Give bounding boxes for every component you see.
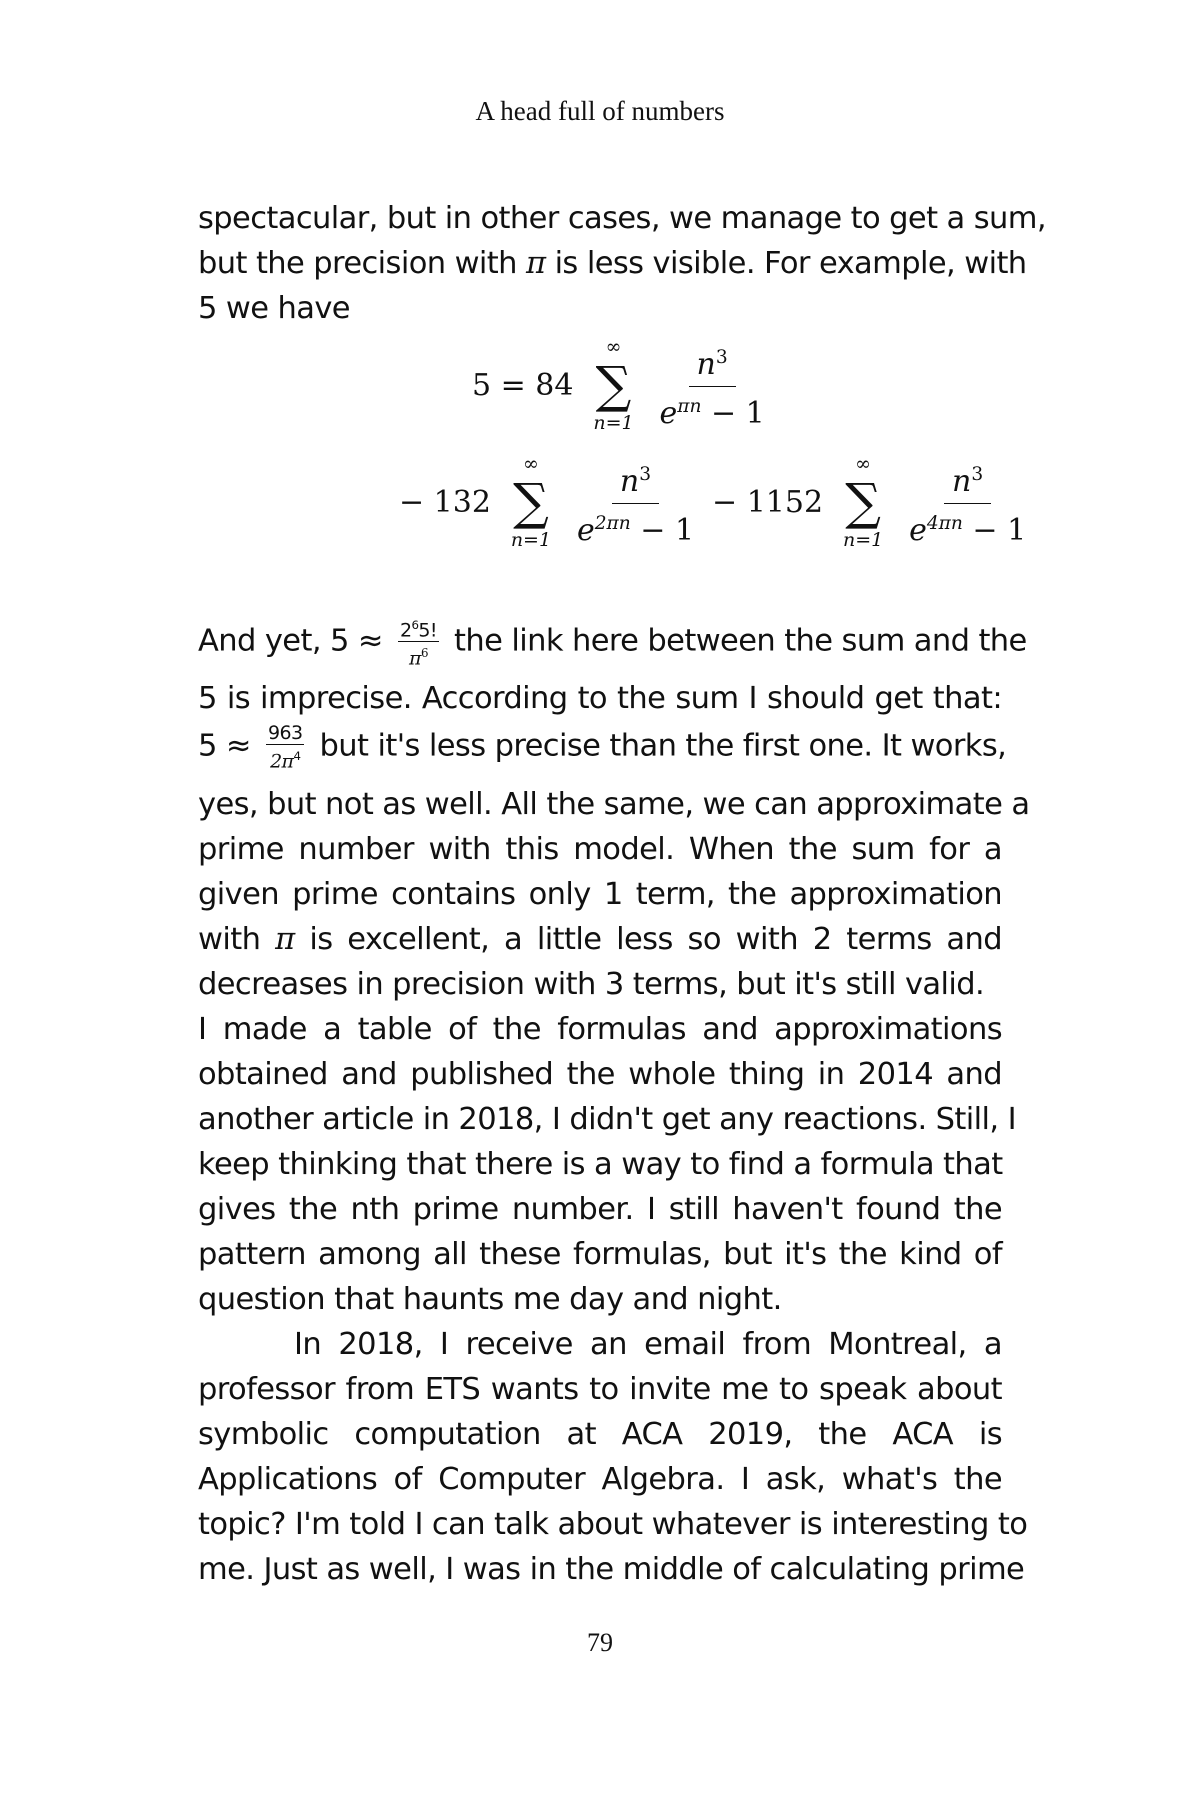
text-line: I made a table of the formulas and approximations: [198, 1012, 1002, 1047]
fraction-numerator: $n^3$: [944, 454, 991, 504]
text-line: 5 is imprecise. According to the sum I should get that:: [198, 681, 1002, 716]
fraction-denominator: $\pi^6$: [409, 646, 428, 670]
sigma-symbol: ∑: [845, 473, 881, 531]
sigma-symbol: ∑: [513, 473, 549, 531]
sum-lower-limit: n=1: [593, 412, 634, 434]
summand-fraction: [569, 454, 702, 551]
text-line: 5 we have: [198, 291, 350, 326]
fraction-denominator: $e^{4\pi n} - 1$: [909, 512, 1027, 548]
summand-fraction: [651, 337, 772, 434]
equation-line-2: [393, 447, 1038, 557]
text-line: [198, 614, 1027, 670]
text-line: decreases in precision with 3 terms, but it's still valid.: [198, 967, 985, 1002]
page-number: 79: [587, 1628, 613, 1657]
text-line: [198, 241, 1027, 286]
pi-symbol: π: [275, 922, 295, 957]
text-line: In 2018, I receive an email from Montreal, a: [294, 1327, 1002, 1362]
sum-operator: [501, 454, 561, 550]
equation-term: − 1152: [712, 484, 824, 520]
running-header: A head full of numbers: [475, 96, 725, 126]
sigma-symbol: ∑: [595, 356, 632, 414]
text-fragment: with: [198, 922, 261, 957]
summand-fraction: [901, 454, 1034, 551]
text-line: me. Just as well, I was in the middle of calculating prime: [198, 1552, 1025, 1587]
equation-lhs: 5 = 84: [472, 367, 574, 403]
text-line: obtained and published the whole thing in 2014 and: [198, 1057, 1002, 1092]
text-line: given prime contains only 1 term, the approximation: [198, 877, 1002, 912]
text-fragment: And yet, 5 ≈: [198, 623, 383, 659]
text-fragment: but it's less precise than the first one. It works,: [319, 728, 1007, 764]
text-line: [198, 722, 1007, 778]
sum-upper-limit: ∞: [605, 336, 622, 358]
text-fragment: is excellent, a little less so with 2 terms and: [309, 922, 1002, 957]
fraction-denominator: $2\pi^4$: [270, 749, 301, 773]
text-fragment: but the precision with: [198, 246, 517, 281]
text-line: prime number with this model. When the sum for a: [198, 832, 1002, 867]
inline-fraction: [266, 722, 304, 772]
fraction-numerator: 963: [267, 722, 303, 744]
pi-symbol: π: [526, 246, 546, 281]
text-line: gives the nth prime number. I still haven't found the: [198, 1192, 1002, 1227]
text-line: professor from ETS wants to invite me to speak about: [198, 1372, 1002, 1407]
fraction-numerator: $n^3$: [689, 337, 736, 387]
text-fragment: the link here between the sum and the: [454, 623, 1027, 659]
text-line: Applications of Computer Algebra. I ask, what's the: [198, 1462, 1002, 1497]
sum-operator: [583, 337, 643, 433]
text-line: symbolic computation at ACA 2019, the ACA is: [198, 1417, 1002, 1452]
text-fragment: is less visible. For example, with: [554, 246, 1027, 281]
text-line: topic? I'm told I can talk about whatever is interesting to: [198, 1507, 1028, 1542]
sum-upper-limit: ∞: [523, 453, 539, 475]
sum-operator: [833, 454, 893, 550]
equation-term: − 132: [399, 484, 491, 520]
equation-line-1: [466, 330, 777, 440]
fraction-numerator: $2^65$!: [398, 614, 439, 642]
sum-upper-limit: ∞: [855, 453, 871, 475]
sum-lower-limit: n=1: [510, 529, 552, 551]
text-line: yes, but not as well. All the same, we can approximate a: [198, 787, 1030, 822]
text-line: keep thinking that there is a way to find a formula that: [198, 1147, 1003, 1182]
fraction-numerator: $n^3$: [612, 454, 659, 504]
text-line: [198, 917, 1002, 962]
text-line: another article in 2018, I didn't get any reactions. Still, I: [198, 1102, 1016, 1137]
text-fragment: 5 ≈: [198, 728, 251, 764]
fraction-denominator: $e^{2\pi n} - 1$: [576, 512, 695, 548]
sum-lower-limit: n=1: [842, 529, 884, 551]
text-line: pattern among all these formulas, but it's the kind of: [198, 1237, 1002, 1272]
text-line: spectacular, but in other cases, we manage to get a sum,: [198, 201, 1046, 236]
inline-fraction: [398, 614, 439, 670]
text-line: question that haunts me day and night.: [198, 1282, 782, 1317]
fraction-denominator: $e^{\pi n} - 1$: [659, 395, 765, 431]
